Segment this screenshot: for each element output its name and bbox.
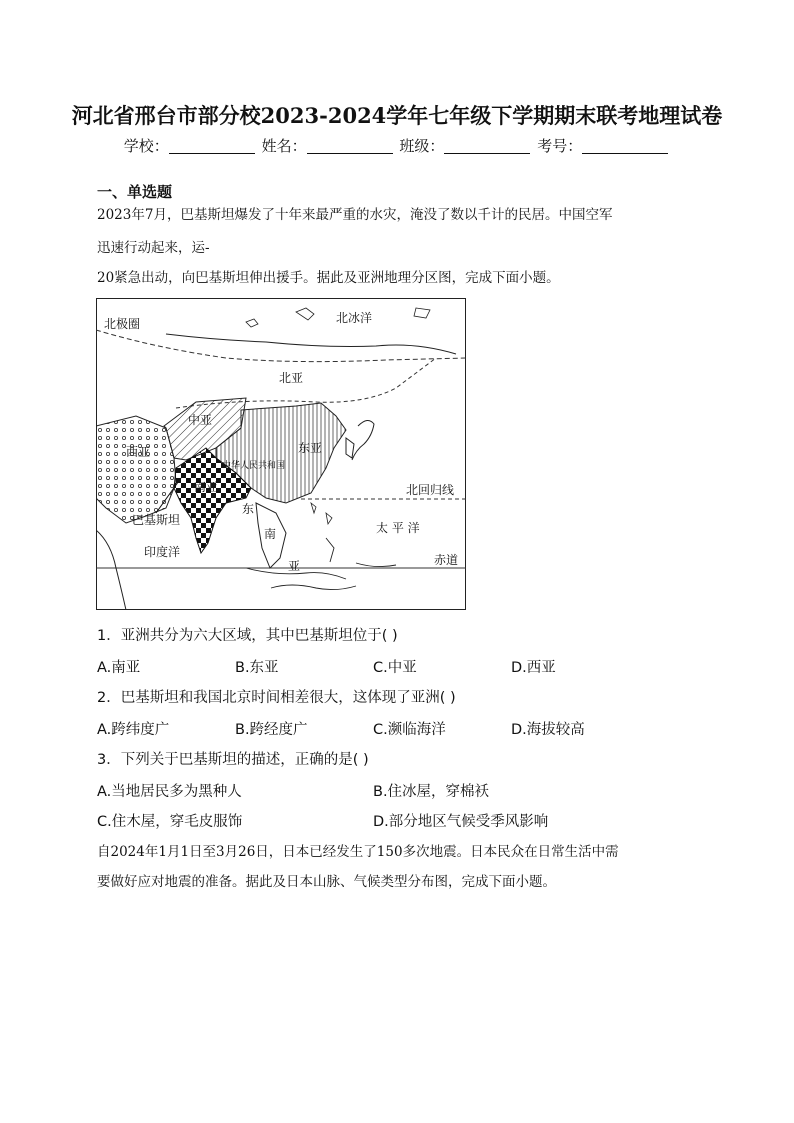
material2-line1: 自2024年1月1日至3月26日，日本已经发生了150多次地震。日本民众在日常生活中需 — [97, 844, 619, 860]
map-label-pacific: 太 平 洋 — [376, 521, 420, 535]
map-label-west-asia: 西亚 — [126, 445, 151, 459]
q1-option-b[interactable]: B.东亚 — [235, 660, 279, 676]
material1-line1: 2023年7月，巴基斯坦爆发了十年来最严重的水灾，淹没了数以千计的民居。中国空军 — [97, 207, 613, 223]
map-label-east-asia: 东亚 — [298, 441, 323, 455]
school-blank — [169, 139, 255, 154]
map-label-equator: 赤道 — [434, 553, 459, 567]
q3-option-a[interactable]: A.当地居民多为黑种人 — [97, 784, 242, 800]
student-info-line — [0, 135, 794, 156]
map-label-north-asia: 北亚 — [279, 371, 304, 385]
q3-option-d[interactable]: D.部分地区气候受季风影响 — [373, 814, 549, 830]
q2-option-d[interactable]: D.海拔较高 — [511, 722, 585, 738]
material1-line2: 迅速行动起来，运- — [97, 240, 210, 256]
exam-title: 河北省邢台市部分校2023-2024学年七年级下学期期末联考地理试卷 — [71, 103, 723, 128]
map-label-southeast-1: 东 — [242, 502, 255, 516]
q3-option-b[interactable]: B.住冰屋，穿棉袄 — [373, 784, 490, 800]
map-label-arctic-ocean: 北冰洋 — [336, 311, 373, 325]
map-label-arctic-circle: 北极圈 — [104, 317, 141, 331]
map-label-china: 中华人民共和国 — [222, 461, 286, 471]
asia-region-map — [96, 298, 466, 610]
section-heading: 一、单选题 — [97, 183, 173, 201]
q2-option-c[interactable]: C.濒临海洋 — [373, 722, 446, 738]
question-1-stem: 1．亚洲共分为六大区域，其中巴基斯坦位于( ) — [97, 628, 398, 644]
question-3-stem: 3．下列关于巴基斯坦的描述，正确的是( ) — [97, 752, 369, 768]
class-label: 班级： — [399, 137, 445, 155]
material2-line2: 要做好应对地震的准备。据此及日本山脉、气候类型分布图，完成下面小题。 — [97, 874, 556, 890]
number-blank — [582, 139, 668, 154]
q3-option-c[interactable]: C.住木屋，穿毛皮服饰 — [97, 814, 243, 830]
q1-option-c[interactable]: C.中亚 — [373, 660, 417, 676]
q2-option-b[interactable]: B.跨经度广 — [235, 722, 308, 738]
name-blank — [307, 139, 393, 154]
q2-option-a[interactable]: A.跨纬度广 — [97, 722, 170, 738]
map-label-southeast-3: 亚 — [288, 559, 301, 573]
question-2-stem: 2．巴基斯坦和我国北京时间相差很大，这体现了亚洲( ) — [97, 690, 456, 706]
map-label-south-asia: 南亚 — [194, 480, 219, 494]
west-asia-region — [96, 416, 176, 523]
class-blank — [444, 139, 530, 154]
name-label: 姓名： — [261, 137, 307, 155]
school-label: 学校： — [123, 137, 169, 155]
q1-option-a[interactable]: A.南亚 — [97, 660, 141, 676]
map-label-indian-ocean: 印度洋 — [144, 545, 181, 559]
number-label: 考号： — [537, 137, 583, 155]
map-label-central-asia: 中亚 — [188, 413, 213, 427]
map-label-pakistan: 巴基斯坦 — [132, 513, 181, 527]
map-label-southeast-2: 南 — [264, 527, 277, 541]
material1-line3: 20紧急出动，向巴基斯坦伸出援手。据此及亚洲地理分区图，完成下面小题。 — [97, 270, 560, 286]
map-label-tropic: 北回归线 — [406, 483, 455, 497]
q1-option-d[interactable]: D.西亚 — [511, 660, 556, 676]
